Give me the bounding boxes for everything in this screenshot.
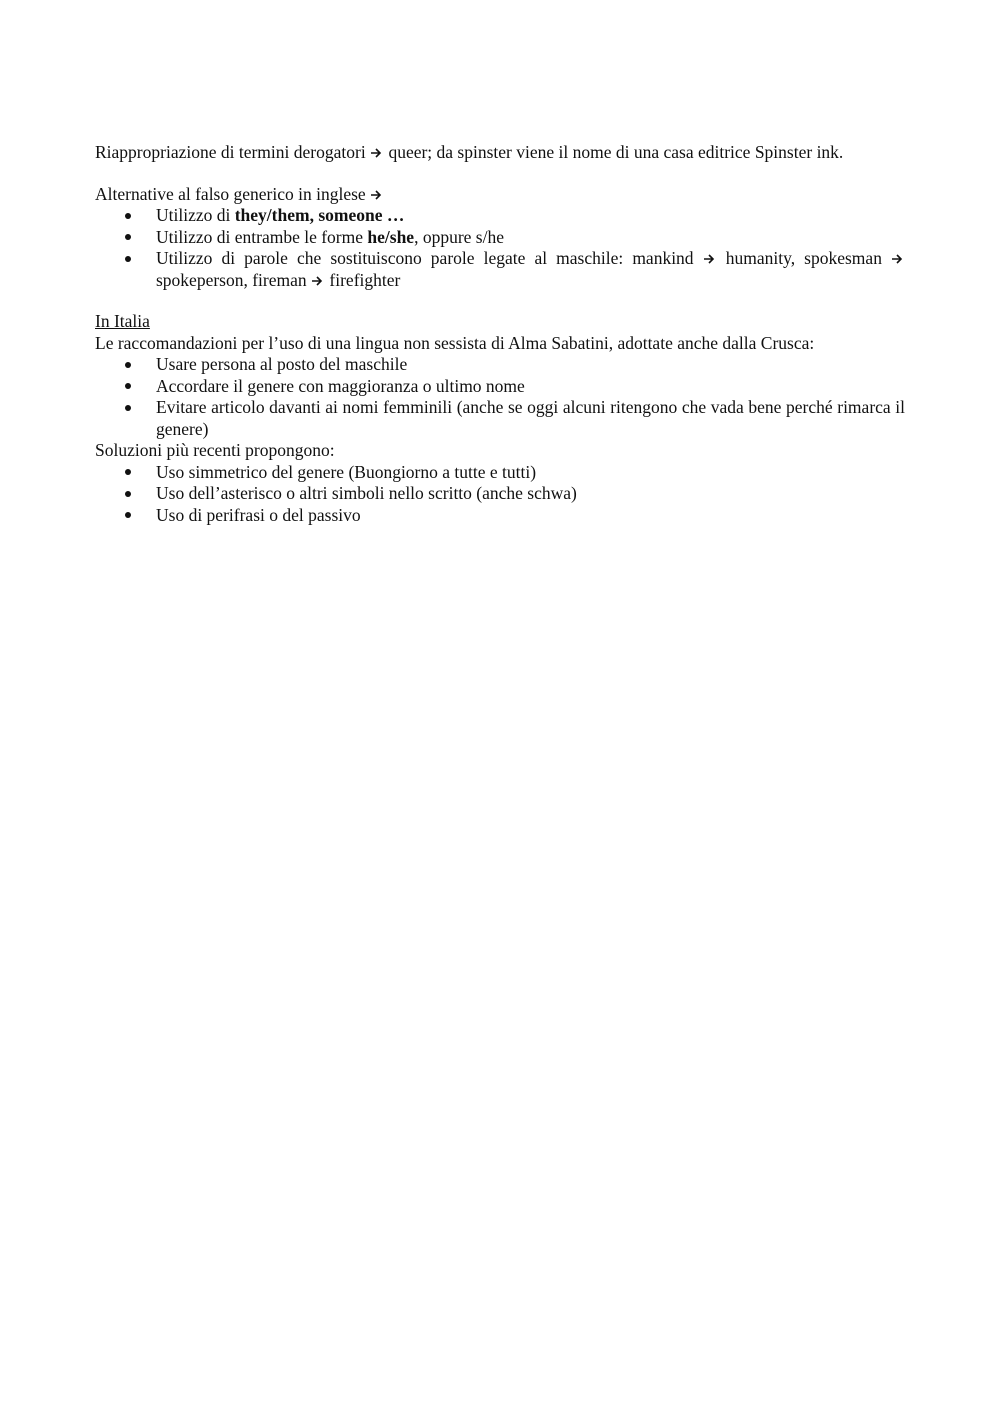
list-item	[95, 227, 905, 249]
list-item	[95, 205, 905, 227]
list-item-text: Accordare il genere con maggioranza o ultimo nome	[156, 375, 525, 396]
list-item	[95, 483, 905, 505]
list-item-text: Utilizzo di parole che sostituiscono parole legate al maschile: mankind	[156, 248, 694, 268]
bullet-icon	[125, 362, 131, 368]
bullet-icon	[125, 491, 131, 497]
list-item-text: Utilizzo di	[156, 205, 235, 225]
bullet-icon	[125, 383, 131, 389]
reappropriation-example: queer; da spinster viene il nome di una casa editrice Spinster ink.	[388, 142, 844, 162]
list-item-text: Uso di perifrasi o del passivo	[156, 504, 361, 525]
list-item	[95, 505, 905, 527]
list-item-text: firefighter	[329, 269, 401, 290]
recommendations-list	[95, 354, 905, 440]
bullet-icon	[125, 234, 131, 240]
list-item-text: humanity, spokesman	[725, 248, 882, 268]
list-item-bold: they/them, someone …	[234, 205, 405, 225]
recent-solutions-heading: Soluzioni più recenti propongono:	[95, 440, 335, 460]
document-page	[95, 142, 905, 526]
alternatives-list	[95, 205, 905, 291]
bullet-icon	[125, 512, 131, 518]
arrow-right-icon	[703, 248, 717, 270]
list-item	[95, 397, 905, 440]
section-title-italia	[95, 311, 905, 333]
reappropriation-text: Riappropriazione di termini derogatori	[95, 142, 366, 162]
list-item	[95, 462, 905, 484]
list-item-bold: he/she	[367, 226, 415, 247]
arrow-right-icon	[370, 184, 384, 206]
list-item-text: spokeperson, fireman	[156, 269, 307, 290]
list-item-text: Utilizzo di entrambe le forme	[156, 226, 368, 247]
italia-intro: Le raccomandazioni per l’uso di una lingua non sessista di Alma Sabatini, adottate anche dalla Crusca:	[95, 332, 815, 353]
list-item	[95, 376, 905, 398]
list-item-text: , oppure s/he	[414, 226, 504, 247]
arrow-right-icon	[370, 142, 384, 164]
list-item-text: Uso dell’asterisco o altri simboli nello scritto (anche schwa)	[156, 483, 577, 503]
alternatives-heading-text: Alternative al falso generico in inglese	[95, 183, 366, 204]
list-item	[95, 354, 905, 376]
list-item	[95, 248, 905, 291]
bullet-icon	[125, 405, 131, 411]
bullet-icon	[125, 469, 131, 475]
alternatives-heading	[95, 184, 905, 206]
arrow-right-icon	[891, 248, 905, 270]
bullet-icon	[125, 213, 131, 219]
list-item-text: Uso simmetrico del genere (Buongiorno a tutte e tutti)	[156, 461, 537, 482]
reappropriation-paragraph	[95, 142, 905, 164]
arrow-right-icon	[311, 270, 325, 292]
bullet-icon	[125, 256, 131, 262]
section-title-text: In Italia	[95, 311, 150, 331]
list-item-text: Evitare articolo davanti ai nomi femminili (anche se oggi alcuni ritengono che vada bene perché rimarca il genere)	[156, 397, 905, 439]
recent-solutions-list	[95, 462, 905, 527]
list-item-text: Usare persona al posto del maschile	[156, 354, 408, 374]
